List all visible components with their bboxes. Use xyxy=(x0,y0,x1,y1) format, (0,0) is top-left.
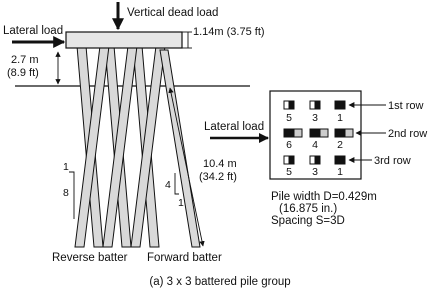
pile-number-r3-c1: 5 xyxy=(286,166,292,178)
pile-number-r2-c3: 2 xyxy=(337,139,343,151)
pile-length-label-ft: (34.2 ft) xyxy=(199,171,237,183)
pile-number-r3-c3: 1 xyxy=(337,166,343,178)
pile-square xyxy=(335,101,345,109)
pile-length-label-m: 10.4 m xyxy=(203,158,237,170)
reverse-slope-indicator xyxy=(69,172,74,219)
figure-caption: (a) 3 x 3 battered pile group xyxy=(149,276,291,288)
forward-slope-indicator xyxy=(175,173,179,194)
pile-square xyxy=(284,129,302,137)
reverse-slope-run: 1 xyxy=(63,161,69,173)
reverse-slope-rise: 8 xyxy=(63,187,69,199)
pile-square xyxy=(310,101,320,109)
forward-slope-rise: 1 xyxy=(178,197,184,209)
pile-number-r1-c3: 1 xyxy=(337,112,343,124)
forward-slope-run: 4 xyxy=(165,179,171,191)
pile-spacing-label: Spacing S=3D xyxy=(271,215,345,227)
row-1-label: 1st row xyxy=(388,100,424,112)
pile-length-dimension xyxy=(170,88,203,246)
pile-width-inches: (16.875 in.) xyxy=(279,203,338,215)
pile-number-r1-c2: 3 xyxy=(312,112,318,124)
pile-cap xyxy=(66,32,182,48)
vertical-load-label: Vertical dead load xyxy=(127,7,219,19)
cap-thickness-label: 1.14m (3.75 ft) xyxy=(193,26,265,38)
pile-number-r2-c2: 4 xyxy=(312,139,318,151)
reverse-batter-label: Reverse batter xyxy=(52,252,128,264)
pile-square xyxy=(335,129,353,137)
pile-width-label: Pile width D=0.429m xyxy=(271,191,377,203)
row-2-label: 2nd row xyxy=(388,128,428,140)
pile-square xyxy=(335,156,345,164)
cap-thickness-dimension xyxy=(182,32,192,48)
lateral-load-label-elevation: Lateral load xyxy=(3,25,64,37)
pile-square xyxy=(310,156,320,164)
pile-square xyxy=(310,129,328,137)
pile-square xyxy=(284,156,294,164)
embed-depth-label-ft: (8.9 ft) xyxy=(7,67,39,79)
row-3-label: 3rd row xyxy=(374,155,411,167)
pile-square xyxy=(284,101,294,109)
lateral-load-label-plan: Lateral load xyxy=(204,121,265,133)
pile-number-r2-c1: 6 xyxy=(286,139,292,151)
embed-depth-label-m: 2.7 m xyxy=(11,54,39,66)
pile-number-r1-c1: 5 xyxy=(286,112,292,124)
pile-outer-right xyxy=(160,50,200,247)
battered-piles xyxy=(75,46,200,247)
pile-number-r3-c2: 3 xyxy=(312,166,318,178)
forward-batter-label: Forward batter xyxy=(147,252,222,264)
